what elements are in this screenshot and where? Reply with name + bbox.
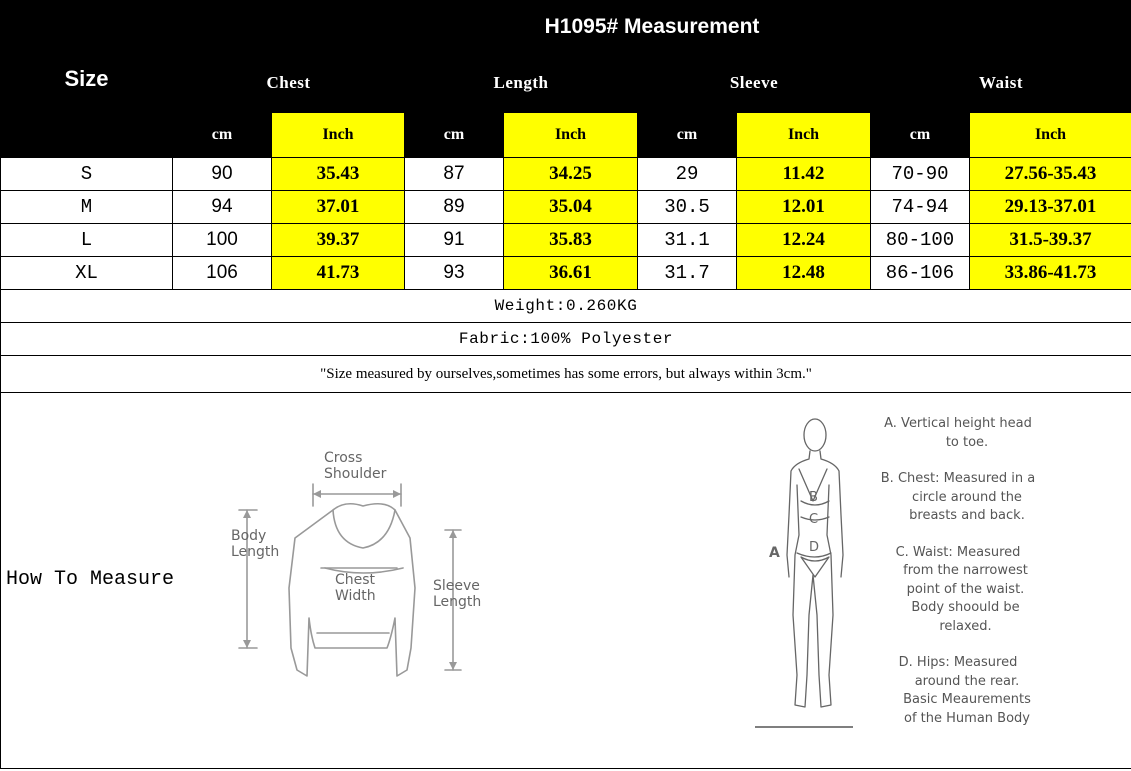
chest-cm-cell: 94 <box>173 191 272 224</box>
chest-width-label-2: Width <box>335 588 376 604</box>
chest-width-label-1: Chest <box>335 572 376 588</box>
body-letter-d: D <box>809 540 820 555</box>
body-letter-b: B <box>809 490 818 505</box>
legend-item: A. Vertical height head to toe. <box>884 416 1032 450</box>
length-inch-cell: 35.04 <box>504 191 638 224</box>
unit-cm: cm <box>638 113 737 158</box>
unit-cm: cm <box>173 113 272 158</box>
how-to-measure-section <box>1 393 1131 769</box>
chest-inch-cell: 39.37 <box>272 224 405 257</box>
legend-item: C. Waist: Measured from the narrowest point of the waist. Body shoould be relaxed. <box>895 544 1028 634</box>
sleeve-cm-cell: 30.5 <box>638 191 737 224</box>
sleeve-length-label-1: Sleeve <box>433 578 480 594</box>
body-head <box>804 419 826 451</box>
chest-cm-cell: 100 <box>173 224 272 257</box>
waist-inch-cell: 31.5-39.37 <box>970 224 1131 257</box>
chart-title: H1095# Measurement <box>173 1 1131 54</box>
group-length: Length <box>405 54 638 113</box>
length-cm-cell: 89 <box>405 191 504 224</box>
cross-shoulder-label-1: Cross <box>324 450 363 466</box>
sleeve-cm-cell: 31.7 <box>638 257 737 290</box>
sleeve-cm-cell: 29 <box>638 158 737 191</box>
length-inch-cell: 35.83 <box>504 224 638 257</box>
size-cell: S <box>1 158 173 191</box>
cross-shoulder-label-2: Shoulder <box>324 466 387 482</box>
waist-inch-cell: 29.13-37.01 <box>970 191 1131 224</box>
size-cell: XL <box>1 257 173 290</box>
sleeve-cm-cell: 31.1 <box>638 224 737 257</box>
sleeve-inch-cell: 12.01 <box>737 191 871 224</box>
sweater-diagram <box>225 448 495 688</box>
how-to-measure-label: How To Measure <box>6 568 175 591</box>
legend-item: D. Hips: Measured around the rear. Basic Meaurements of the Human Body <box>898 655 1031 726</box>
size-cell: M <box>1 191 173 224</box>
table-row <box>1 191 1131 224</box>
length-cm-cell: 93 <box>405 257 504 290</box>
length-inch-cell: 36.61 <box>504 257 638 290</box>
unit-inch: Inch <box>970 113 1131 158</box>
legend-item: B. Chest: Measured in a circle around the breasts and back. <box>880 471 1036 523</box>
sleeve-inch-cell: 12.24 <box>737 224 871 257</box>
waist-inch-cell: 33.86-41.73 <box>970 257 1131 290</box>
waist-cm-cell: 86-106 <box>871 257 970 290</box>
body-letter-a: A <box>769 545 780 561</box>
chest-inch-cell: 41.73 <box>272 257 405 290</box>
unit-inch: Inch <box>737 113 871 158</box>
human-body-diagram <box>753 405 853 735</box>
waist-cm-cell: 80-100 <box>871 224 970 257</box>
measurement-legend <box>858 415 1058 746</box>
unit-inch: Inch <box>504 113 638 158</box>
body-length-label-2: Length <box>231 544 280 560</box>
length-inch-cell: 34.25 <box>504 158 638 191</box>
weight-row: Weight:0.260KG <box>1 290 1131 323</box>
measurement-note: "Size measured by ourselves,sometimes has some errors, but always within 3cm." <box>1 356 1131 393</box>
waist-cm-cell: 74-94 <box>871 191 970 224</box>
length-cm-cell: 87 <box>405 158 504 191</box>
group-sleeve: Sleeve <box>638 54 871 113</box>
waist-cm-cell: 70-90 <box>871 158 970 191</box>
chest-cm-cell: 90 <box>173 158 272 191</box>
waist-inch-cell: 27.56-35.43 <box>970 158 1131 191</box>
table-row <box>1 158 1131 191</box>
size-cell: L <box>1 224 173 257</box>
unit-cm: cm <box>405 113 504 158</box>
table-row <box>1 224 1131 257</box>
unit-inch: Inch <box>272 113 405 158</box>
group-chest: Chest <box>173 54 405 113</box>
size-header: Size <box>1 1 173 158</box>
fabric-row: Fabric:100% Polyester <box>1 323 1131 356</box>
chest-cm-cell: 106 <box>173 257 272 290</box>
table-row <box>1 257 1131 290</box>
sleeve-length-label-2: Length <box>433 594 482 610</box>
sleeve-inch-cell: 11.42 <box>737 158 871 191</box>
group-waist: Waist <box>871 54 1131 113</box>
chest-inch-cell: 37.01 <box>272 191 405 224</box>
body-letter-c: C <box>809 512 819 527</box>
unit-cm: cm <box>871 113 970 158</box>
body-length-label-1: Body <box>231 528 267 544</box>
sleeve-inch-cell: 12.48 <box>737 257 871 290</box>
chest-inch-cell: 35.43 <box>272 158 405 191</box>
length-cm-cell: 91 <box>405 224 504 257</box>
